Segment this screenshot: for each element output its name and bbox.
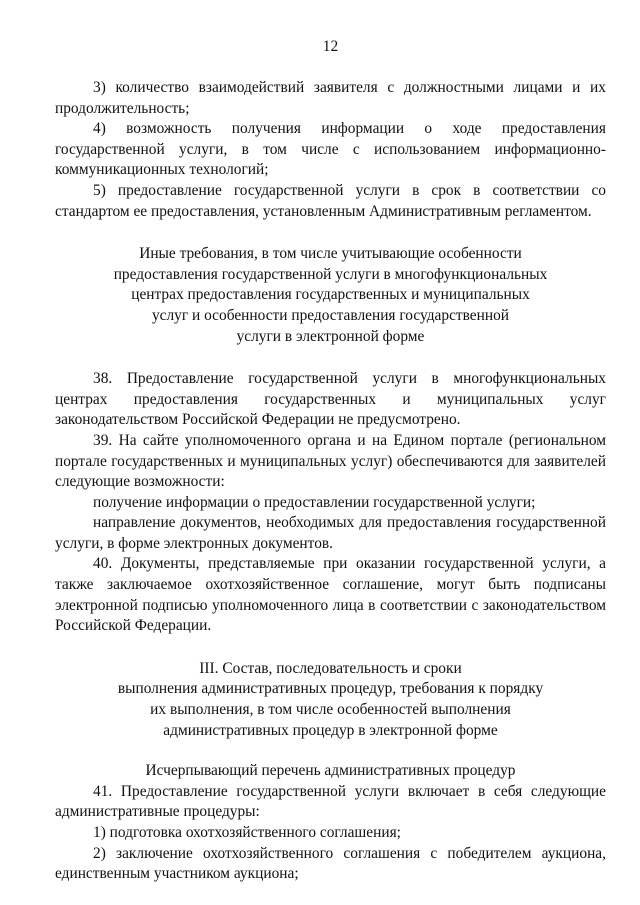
- section-body-procedures: [55, 782, 606, 885]
- procedure-item: 1) подготовка охотхозяйственного соглашения;: [93, 824, 401, 841]
- heading-line: услуг и особенности предоставления государственной: [151, 306, 510, 324]
- list-item: 5) предоставление государственной услуги в срок в соответствии со стандартом ее предоставления, установленным Административным регламентом.: [55, 181, 606, 220]
- paragraph-40: 40. Документы, представляемые при оказании государственной услуги, а также заключаемое охотхозяйственное соглашение, могут быть подписаны электронной подписью уполномоченного лица в соответствии с законодательством Российской Федерации.: [55, 555, 606, 635]
- heading-line: центрах предоставления государственных и муниципальных: [131, 286, 530, 304]
- criteria-list: [55, 78, 606, 222]
- paragraph-39-item: направление документов, необходимых для предоставления государственной услуги, в форме электронных документов.: [55, 514, 606, 552]
- section-heading-other-requirements: [55, 244, 606, 347]
- heading-line: выполнения административных процедур, требования к порядку: [117, 680, 544, 698]
- page-number: 12: [322, 38, 339, 55]
- section-heading-iii: [55, 659, 606, 741]
- heading-line: административных процедур в электронной форме: [163, 721, 498, 739]
- heading-line: услуги в электронной форме: [236, 327, 425, 345]
- paragraph-41: 41. Предоставление государственной услуги включает в себя следующие административные процедуры:: [55, 782, 606, 821]
- list-item: 3) количество взаимодействий заявителя с должностными лицами и их продолжительность;: [55, 79, 606, 117]
- subheading-procedures-list: Исчерпывающий перечень административных процедур: [145, 762, 516, 780]
- paragraph-39-item: получение информации о предоставлении государственной услуги;: [93, 493, 536, 511]
- heading-line: III. Состав, последовательность и сроки: [199, 659, 462, 677]
- paragraph-39: 39. На сайте уполномоченного органа и на Едином портале (региональном портале государственных и муниципальных услуг) обеспечиваются для заявителей следующие возможности:: [55, 431, 606, 491]
- heading-line: их выполнения, в том числе особенностей выполнения: [150, 701, 511, 719]
- paragraph-38: 38. Предоставление государственной услуги в многофункциональных центрах предоставления государственных и муниципальных услуг законодательством Российской Федерации не предусмотрено.: [55, 370, 606, 429]
- heading-line: предоставления государственной услуги в многофункциональных: [113, 265, 548, 283]
- section-body-other-requirements: [55, 369, 606, 637]
- procedure-item: 2) заключение охотхозяйственного соглашения с победителем аукциона, единственным участником аукциона;: [55, 844, 606, 883]
- list-item: 4) возможность получения информации о ходе предоставления государственной услуги, в том числе с использованием информационно-коммуникационных технологий;: [55, 120, 606, 179]
- heading-line: Иные требования, в том числе учитывающие особенности: [139, 245, 522, 263]
